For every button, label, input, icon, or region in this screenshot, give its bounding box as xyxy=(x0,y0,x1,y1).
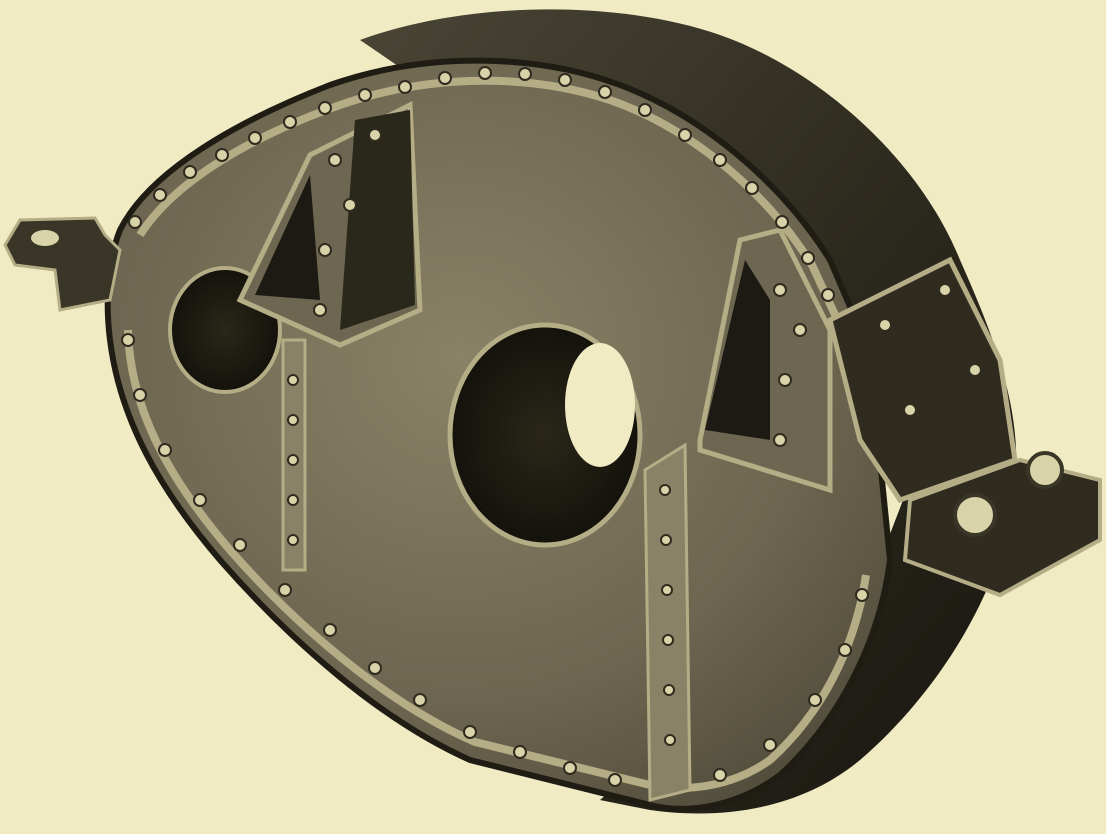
left-lug-bolt-icon xyxy=(31,230,59,246)
center-hole-light xyxy=(565,343,635,467)
right-lug-bolt-2-icon xyxy=(1028,453,1062,487)
seam-strip-center xyxy=(645,445,690,800)
right-lug-bolt-icon xyxy=(955,495,995,535)
